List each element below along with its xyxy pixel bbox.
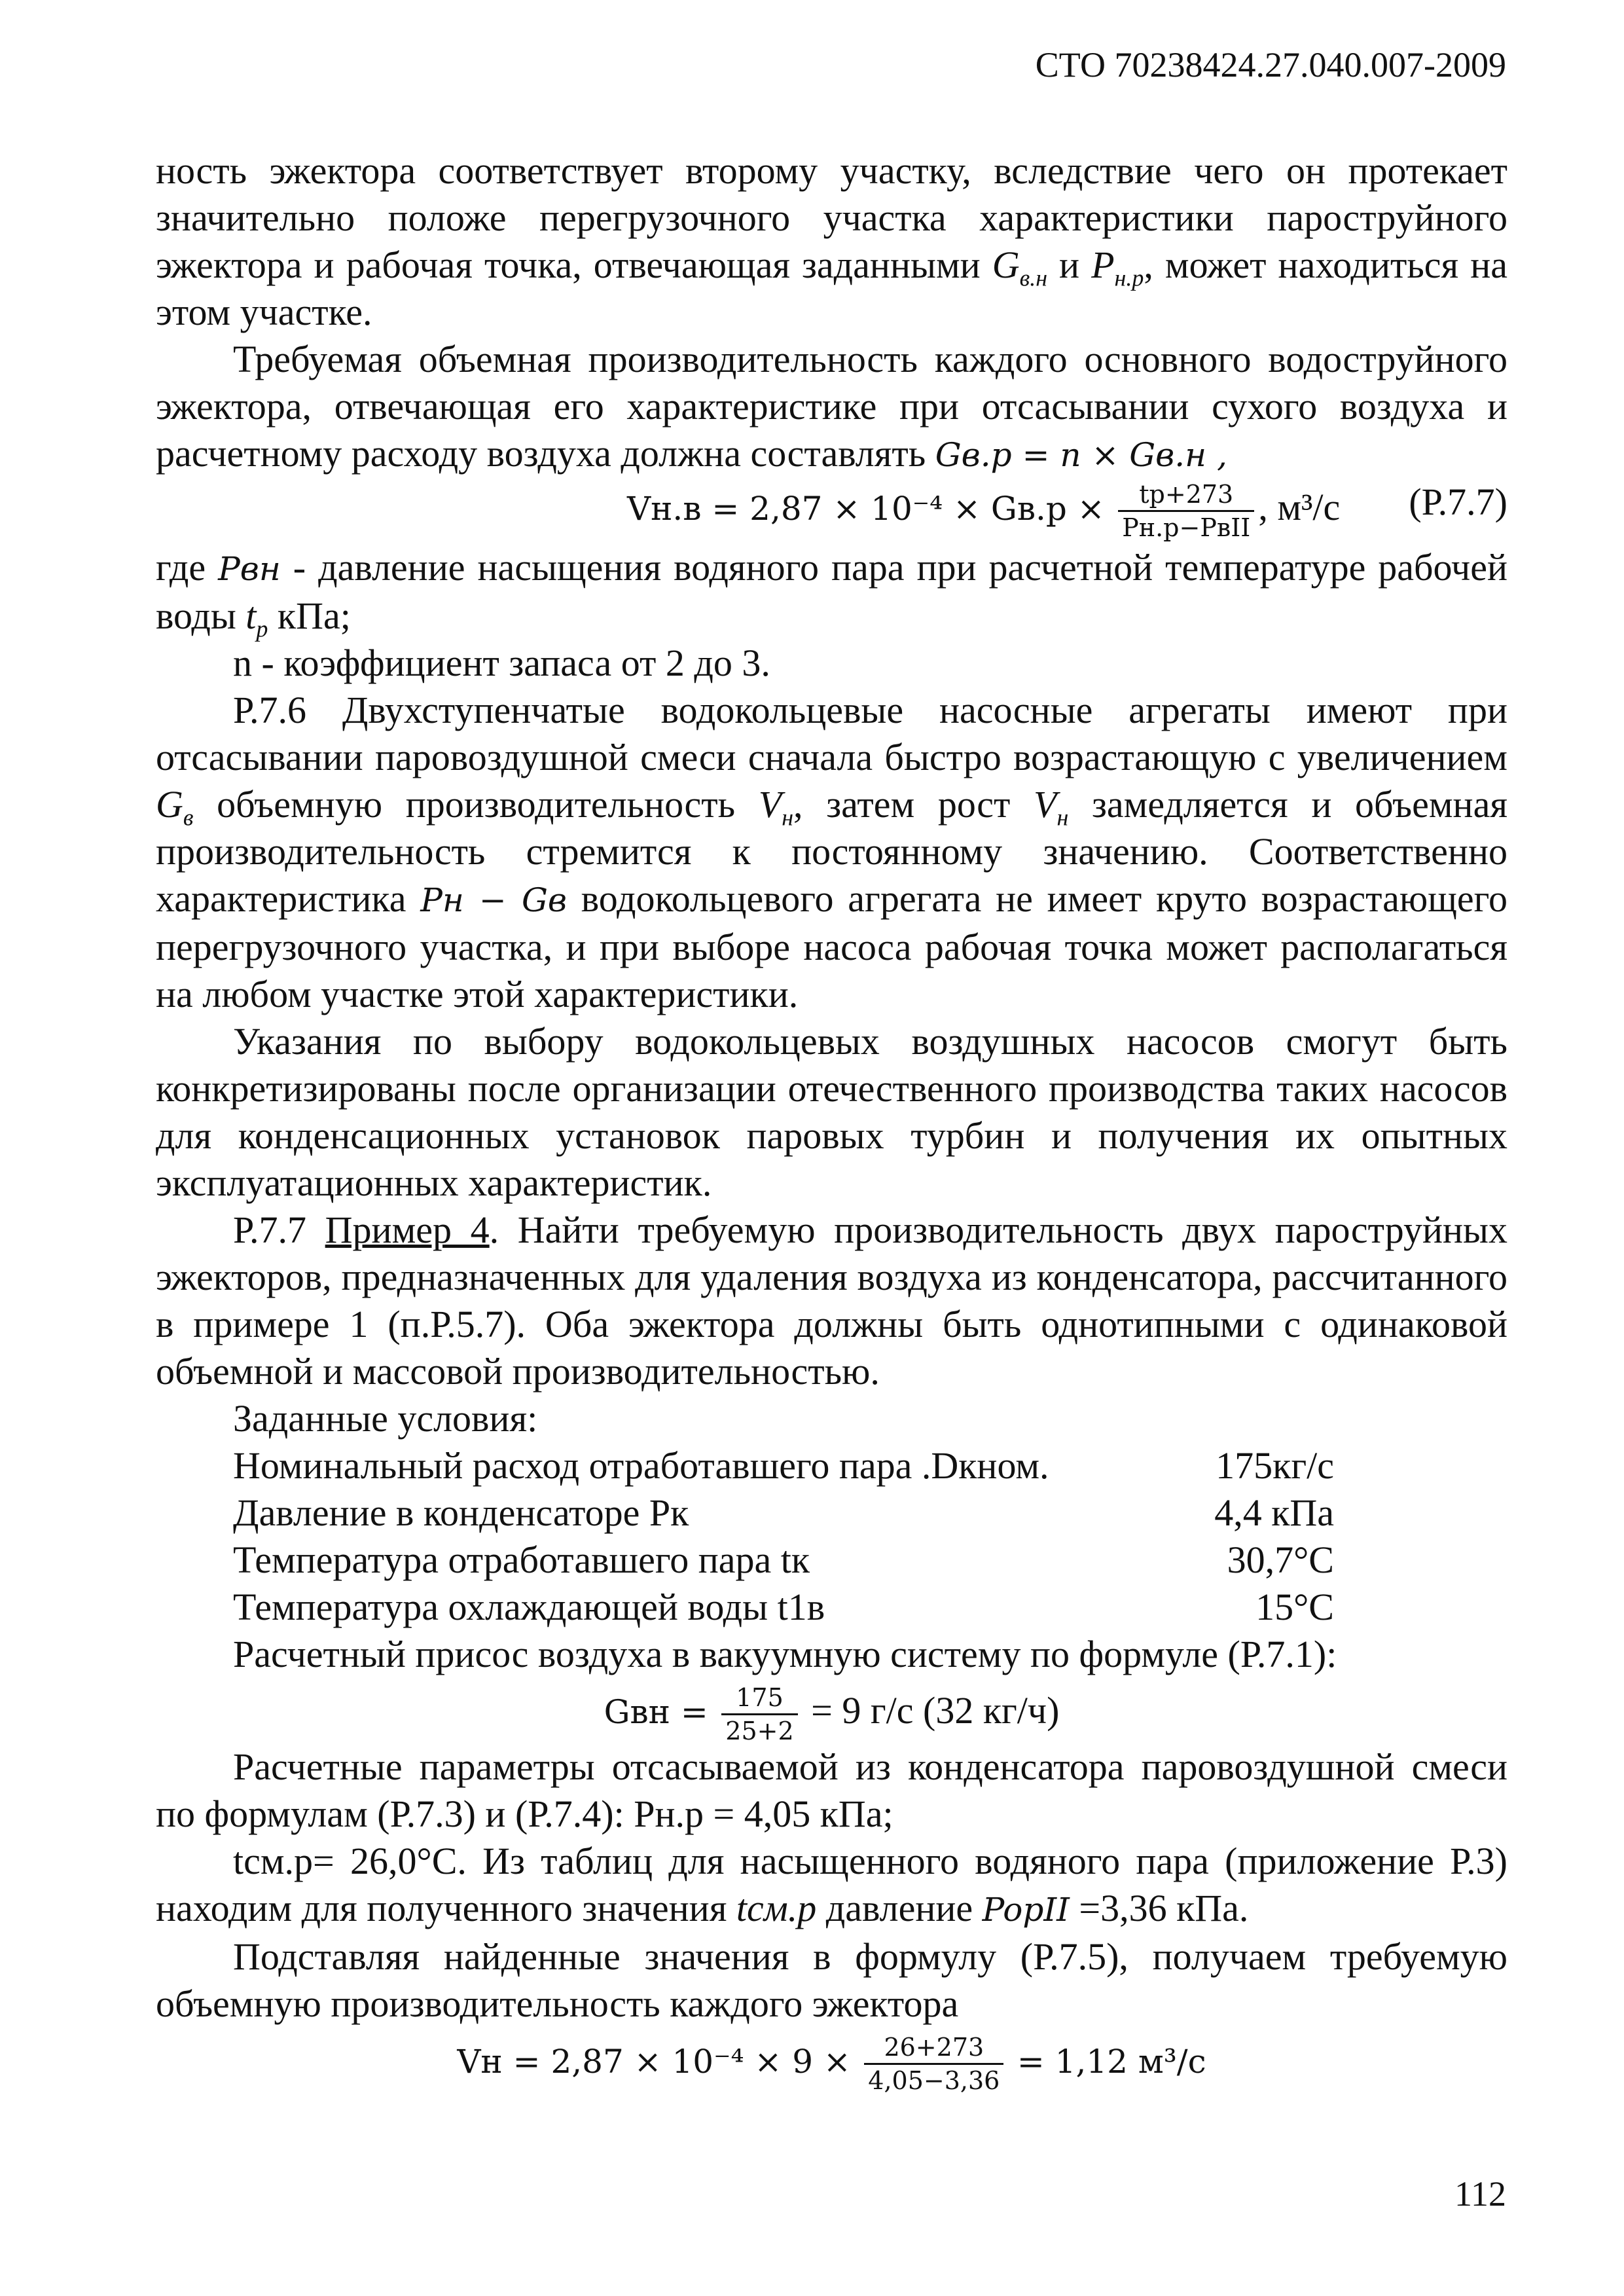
symbol: P	[1091, 244, 1115, 286]
subscript: в	[183, 804, 194, 831]
example-label: Пример 4	[325, 1209, 490, 1251]
condition-row	[156, 1584, 1507, 1631]
paragraph-p77	[156, 1207, 1507, 1395]
text: где	[156, 546, 219, 589]
formula-inline: Pн − Gв	[420, 881, 567, 919]
paragraph-air-leak: Расчетный присос воздуха в вакуумную систему по формуле (Р.7.1):	[233, 1633, 1337, 1675]
formula-lhs: Vн = 2,87 × 10⁻⁴ × 9 ×	[457, 2043, 851, 2081]
subscript: н	[782, 804, 794, 831]
symbol: G	[992, 244, 1020, 286]
text: . Найти требуемую производительность двух пароструйных эжекторов, предназначенных для удаления воздуха из конденсатора, рассчитанного в примере 1 (п.Р.5.7). Оба эжектора должны быть однотипными с одинаковой объемной и массовой производительностью.	[156, 1209, 1508, 1393]
text: кПа;	[268, 594, 351, 637]
formula-lhs: Vн.в = 2,87 × 10⁻⁴ × Gв.р ×	[627, 489, 1105, 528]
fraction	[721, 1682, 797, 1747]
symbol: V	[1034, 783, 1057, 826]
condition-label: Температура охлаждающей воды t1в	[233, 1586, 825, 1628]
condition-row	[156, 1537, 1507, 1584]
symbol: V	[758, 783, 782, 826]
condition-value: 175кг/с	[1216, 1444, 1334, 1487]
symbol: PopII	[982, 1891, 1070, 1929]
condition-value: 15°С	[1255, 1586, 1334, 1628]
text: и	[1047, 244, 1092, 286]
paragraph-where	[156, 544, 1507, 640]
text: , затем рост	[793, 783, 1034, 826]
formula-rhs: = 9 г/с (32 кг/ч)	[811, 1689, 1060, 1732]
paragraph-continuation	[156, 147, 1507, 336]
text: Р.7.6 Двухступенчатые водокольцевые насосные агрегаты имеют при отсасывании паровоздушной смеси сначала быстро возрастающую с увеличением	[156, 689, 1507, 778]
paragraph-substitute: Подставляя найденные значения в формулу (Р.7.5), получаем требуемую объемную производительность каждого эжектора	[156, 1935, 1507, 2025]
condition-label: Номинальный расход отработавшего пара .Dкном.	[233, 1444, 1049, 1487]
condition-row	[156, 1442, 1507, 1489]
symbol: G	[156, 783, 183, 826]
equation-number: (Р.7.7)	[1409, 481, 1507, 523]
denominator: 25+2	[725, 1717, 794, 1746]
symbol: Pвн	[218, 550, 281, 588]
formula-rhs: = 1,12 м³/с	[1017, 2043, 1206, 2081]
unit: , м³/с	[1258, 485, 1341, 528]
condition-row	[156, 1489, 1507, 1537]
denominator: 4,05−3,36	[868, 2066, 1000, 2096]
given-conditions-title: Заданные условия:	[233, 1397, 538, 1440]
fraction	[1118, 479, 1254, 543]
text: =3,36 кПа.	[1069, 1887, 1249, 1929]
numerator: tр+273	[1118, 479, 1254, 512]
paragraph-temperature	[156, 1838, 1507, 1933]
subscript: н	[1056, 804, 1069, 831]
text: давление	[816, 1887, 983, 1929]
text: ность эжектора соответствует второму участку, вследствие чего он протекает значительно положе перегрузочного участка характеристики пароструйного эжектора и рабочая точка, отвечающая заданными	[156, 149, 1507, 286]
condition-label: Давление в конденсаторе Pк	[233, 1491, 689, 1534]
text: tсм.р= 26,0°С. Из таблиц для насыщенного водяного пара (приложение Р.3) находим для полученного значения	[156, 1840, 1507, 1929]
text: Требуемая объемная производительность каждого основного водоструйного эжектора, отвечающая его характеристике при отсасывании сухого воздуха и расчетному расходу воздуха должна составлять	[156, 338, 1507, 475]
numerator: 26+273	[864, 2032, 1003, 2065]
condition-value: 30,7°С	[1227, 1539, 1334, 1581]
subscript: в.н	[1019, 264, 1048, 291]
formula-p77	[156, 479, 1507, 544]
page-body	[156, 147, 1508, 2096]
clause-number: Р.7.7	[233, 1209, 325, 1251]
document-code: СТО 70238424.27.040.007-2009	[1035, 45, 1506, 84]
formula-inline: Gв.р = n × Gв.н ,	[935, 436, 1227, 474]
paragraph-p76	[156, 687, 1507, 1018]
paragraph-n-coefficient: n - коэффициент запаса от 2 до 3.	[233, 642, 770, 684]
paragraph-calc-params: Расчетные параметры отсасываемой из конденсатора паровоздушной смеси по формулам (Р.7.3) и (Р.7.4): Pн.р = 4,05 кПа;	[156, 1745, 1507, 1835]
fraction	[864, 2032, 1003, 2096]
text: , может находиться на этом участке.	[156, 244, 1507, 333]
numerator: 175	[721, 1682, 797, 1715]
text: объемную производительность	[193, 783, 759, 826]
text: водокольцевого агрегата не имеет круто возрастающего перегрузочного участка, и при выборе насоса рабочая точка может располагаться на любом участке этой характеристики.	[156, 877, 1507, 1015]
text: - давление насыщения водяного пара при расчетной температуре рабочей воды	[156, 546, 1507, 637]
symbol: tсм.р	[736, 1887, 817, 1929]
formula-final	[156, 2028, 1507, 2096]
symbol: t	[245, 594, 257, 637]
page-number: 112	[1454, 2174, 1506, 2214]
formula-lhs: Gвн =	[604, 1693, 708, 1731]
subscript: н.р	[1114, 264, 1144, 291]
formula-gvn	[156, 1678, 1507, 1746]
subscript: р	[256, 615, 268, 642]
condition-value: 4,4 кПа	[1214, 1491, 1334, 1534]
condition-label: Температура отработавшего пара tк	[233, 1539, 810, 1581]
paragraph-required-capacity	[156, 336, 1507, 479]
paragraph-instructions: Указания по выбору водокольцевых воздушных насосов смогут быть конкретизированы после организации отечественного производства таких насосов для конденсационных установок паровых турбин и получения их опытных эксплуатационных характеристик.	[156, 1020, 1507, 1204]
text: замедляется и объемная производительность стремится к постоянному значению. Соответственно характеристика	[156, 783, 1508, 920]
denominator: Pн.р−PвII	[1122, 513, 1251, 542]
